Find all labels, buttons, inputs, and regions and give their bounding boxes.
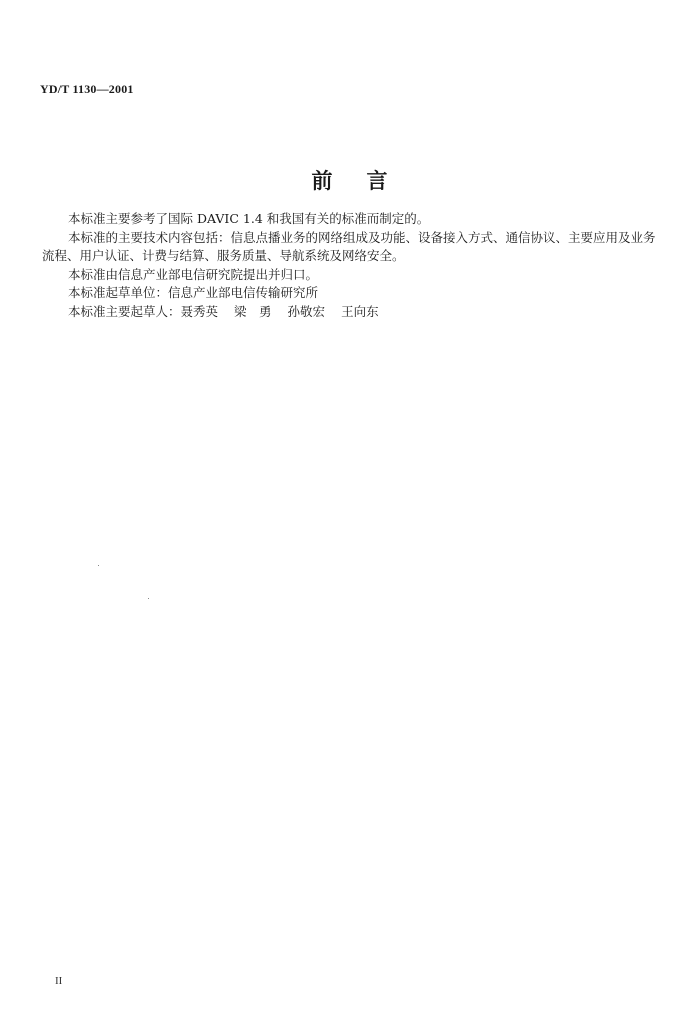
drafter-name: 王向东	[341, 303, 379, 319]
page-number: II	[55, 975, 63, 987]
drafter-name: 聂秀英	[180, 303, 219, 319]
paragraph-drafters	[42, 303, 660, 322]
paragraph-drafting-unit: 本标准起草单位：信息产业部电信传输研究所	[68, 285, 319, 300]
scan-speck	[98, 565, 99, 566]
paragraph-reference: 本标准主要参考了国际 DAVIC 1.4 和我国有关的标准而制定的。	[68, 211, 430, 226]
drafter-name: 梁 勇	[234, 303, 272, 319]
foreword-body	[42, 210, 660, 321]
paragraph-technical-content: 本标准的主要技术内容包括：信息点播业务的网络组成及功能、设备接入方式、通信协议、主要应用及业务流程、用户认证、计费与结算、服务质量、导航系统及网络安全。	[42, 229, 656, 263]
standard-number: YD/T 1130—2001	[40, 82, 134, 96]
drafters-label: 本标准主要起草人：	[68, 303, 181, 319]
paragraph-proposer: 本标准由信息产业部电信研究院提出并归口。	[68, 266, 319, 282]
page-title: 前言	[311, 168, 422, 193]
drafter-name: 孙敬宏	[287, 303, 326, 319]
scan-speck	[148, 598, 149, 599]
